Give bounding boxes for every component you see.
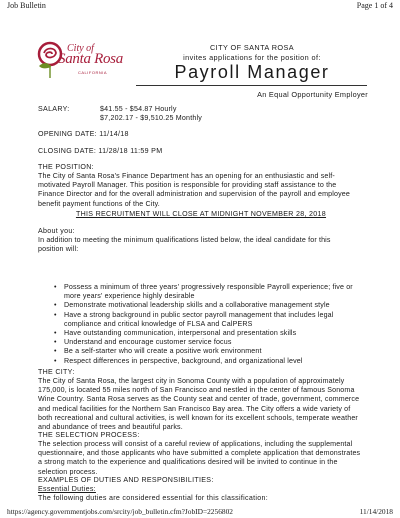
logo-santa-rosa: Santa Rosa	[58, 51, 123, 67]
city-logo	[34, 40, 123, 96]
list-item: • Understand and encourage customer service focus	[54, 338, 232, 347]
about-intro: In addition to meeting the minimum qualifications listed below, the ideal candidate for this position will:	[38, 236, 331, 254]
duties-text: The following duties are considered essential for this classification:	[38, 494, 268, 502]
opening-date: OPENING DATE: 11/14/18	[38, 130, 129, 138]
list-item: • Possess a minimum of three years' progressively responsible Payroll experience; five or more years' experience highly desirable	[54, 283, 353, 301]
browser-header-title: Job Bulletin	[7, 1, 46, 10]
duties-heading: EXAMPLES OF DUTIES AND RESPONSIBILITIES:	[38, 476, 214, 484]
salary-monthly: $7,202.17 - $9,510.25 Monthly	[100, 114, 203, 122]
list-item: • Be a self-starter who will create a positive work environment	[54, 347, 262, 356]
logo-california: CALIFORNIA	[78, 70, 108, 75]
list-item: • Have outstanding communication, interpersonal and presentation skills	[54, 329, 297, 338]
recruitment-notice: THIS RECRUITMENT WILL CLOSE AT MIDNIGHT NOVEMBER 28, 2018	[75, 210, 327, 218]
job-title: Payroll Manager	[174, 62, 330, 82]
list-item: • Respect differences in perspective, background, and organizational level	[54, 356, 303, 365]
city-heading: THE CITY:	[38, 368, 75, 376]
browser-header-page: Page 1 of 4	[356, 1, 393, 10]
city-text: The City of Santa Rosa, the largest city in Sonoma County with a population of approximately 175,000, is located 55 miles north of San Francisco and nestled in the center of famous Sonoma Wine Country. Santa Rosa serves as the County seat and center of trade, government, commerce and medical facilities for the Northern San Francisco Bay area. The City offers a wide variety of both recreational and cultural activities, is well known for its excellent schools, temperate weather and abundance of trees and beautiful parks.	[38, 377, 360, 432]
footer-url: https://agency.governmentjobs.com/srcity/job_bulletin.cfm?JobID=2256802	[7, 507, 233, 516]
position-text: The City of Santa Rosa's Finance Department has an opening for an enthusiastic and self-motivated Payroll Manager. This position is responsible for providing staff assistance to the Finance Director and for the overall administration and supervision of the payroll and employee benefit payment functions of the City.	[38, 172, 350, 208]
salary-label: SALARY:	[38, 105, 70, 113]
organization-name: CITY OF SANTA ROSA	[210, 43, 294, 52]
list-item: • Have a strong background in public sector payroll management that includes legal compliance and critical knowledge of FLSA and CalPERS	[54, 310, 334, 328]
essential-duties-subheading: Essential Duties:	[38, 485, 96, 493]
list-item: • Demonstrate motivational leadership skills and a collaborative management style	[54, 301, 330, 310]
eoe-statement: An Equal Opportunity Employer	[257, 90, 368, 99]
salary-hourly: $41.55 - $54.87 Hourly	[100, 105, 177, 113]
closing-date: CLOSING DATE: 11/28/18 11:59 PM	[38, 147, 163, 155]
title-divider	[136, 85, 367, 86]
about-heading: About you:	[38, 227, 75, 235]
selection-text: The selection process will consist of a careful review of applications, including the supplemental questionnaire, and those applicants who have submitted a complete application that demonstrates a strong match to the experience and qualifications desired will be invited to continue in the selection process.	[38, 440, 361, 476]
footer-date: 11/14/2018	[359, 507, 393, 516]
invitation-text: invites applications for the position of:	[183, 53, 321, 62]
selection-heading: THE SELECTION PROCESS:	[38, 431, 140, 439]
qualifications-list	[54, 283, 358, 366]
position-heading: THE POSITION:	[38, 163, 94, 171]
logo-city-of: City of	[67, 43, 94, 54]
